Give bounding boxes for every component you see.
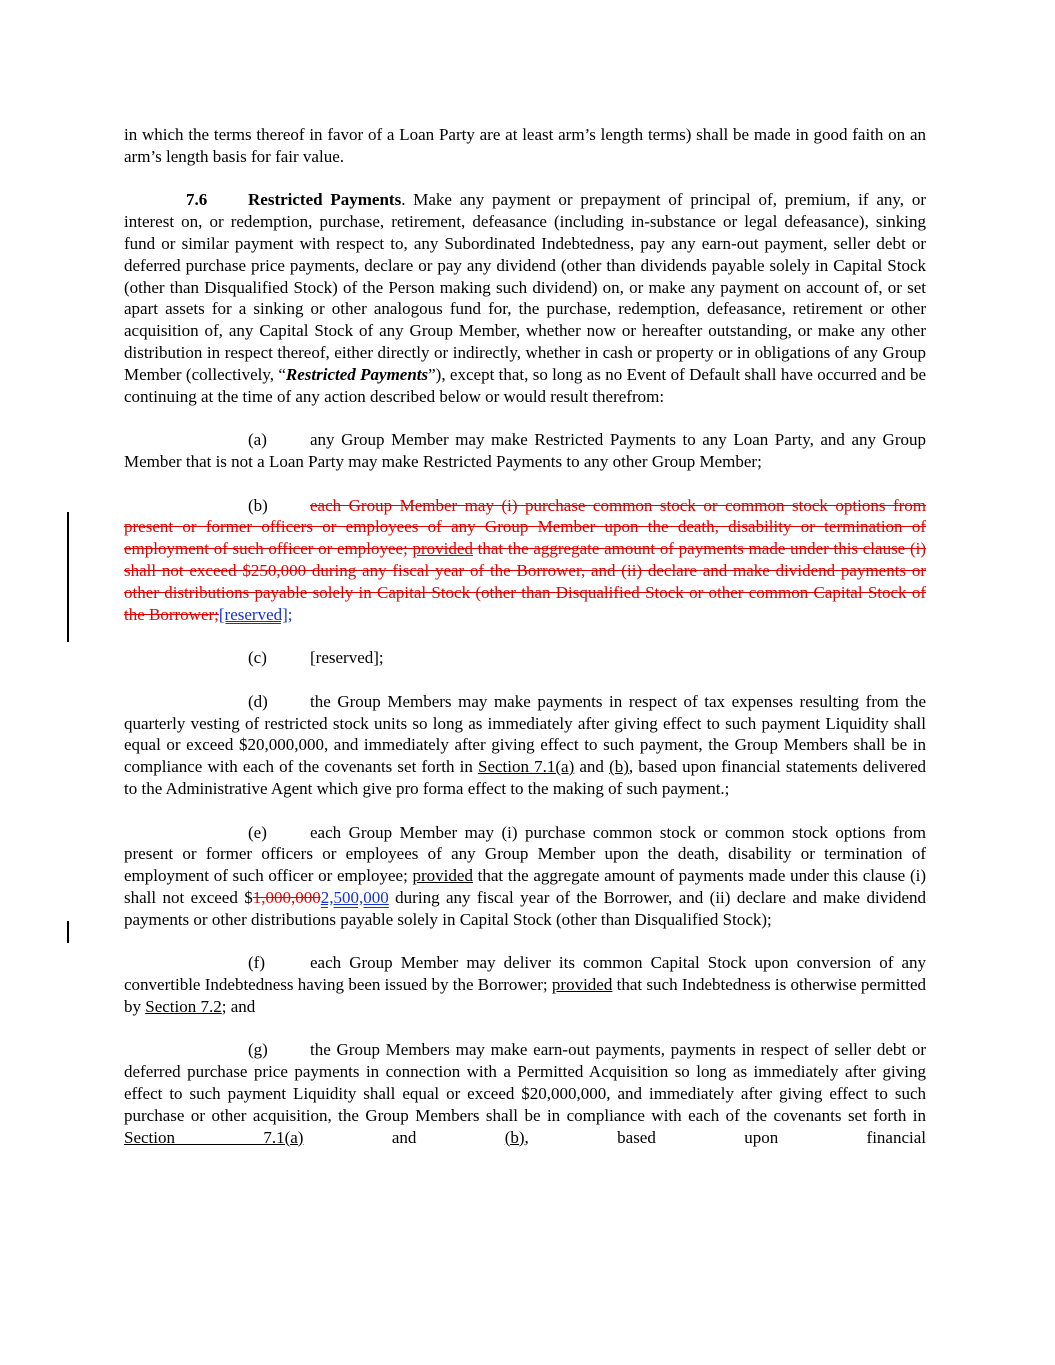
provided-term: provided: [412, 866, 473, 886]
deleted-text: provided: [412, 539, 473, 559]
section-reference: (b): [504, 1127, 525, 1147]
change-bar: [67, 921, 69, 943]
item-f: (f) each Group Member may deliver its common Capital Stock upon conversion of any convertible Indebtedness having been issued by the Borrower; provided that such Indebtedness is otherwise permitted by Section 7.2; and: [124, 953, 926, 1016]
intro-paragraph: in which the terms thereof in favor of a Loan Party are at least arm’s length terms) shall be made in good faith on an arm’s length basis for fair value.: [124, 125, 926, 166]
deleted-text: each Group Member may (i) purchase common stock or common stock options from present or former officers or employees of any Group Member upon the death, disability or termination of employment of such officer or employee;: [124, 495, 926, 559]
item-b: [124, 495, 926, 626]
section-7-6: 7.6 Restricted Payments. Make any payment or prepayment of principal of, premium, if any, or interest on, or redemption, purchase, retirement, defeasance (including in-substance or legal defeasance), sinking fund or similar payment with respect to, any Subordinated Indebtedness, pay any earn-out payment, seller debt or deferred purchase price payments, declare or pay any dividend (other than dividends payable solely in Capital Stock (other than Disqualified Stock) of the Person making such dividend) on, or make any payment on account of, or set apart assets for a sinking or other analogous fund for, the purchase, redemption, defeasance, retirement or other acquisition of, any Capital Stock of any Group Member, whether now or hereafter outstanding, or make any other distribution in respect thereof, either directly or indirectly, whether in cash or property or in obligations of any Group Member (collectively, “Restricted Payments”), except that, so long as no Event of Default shall have occurred and be continuing at the time of any action described below or would result therefrom:: [124, 190, 926, 406]
section-reference: (b): [609, 757, 629, 777]
item-label: (b): [248, 495, 268, 515]
item-c: (c) [reserved];: [248, 648, 384, 668]
item-g: (g) the Group Members may make earn-out payments, payments in respect of seller debt or deferred purchase price payments in connection with a Permitted Acquisition so long as immediately after giving effect to such payment Liquidity shall equal or exceed $20,000,000, and immediately after giving effect to such purchase or other acquisition, the Group Members shall be in compliance with each of the covenants set forth in Section 7.1(a) and (b), based upon financial: [124, 1040, 927, 1147]
item-label: (c): [248, 648, 267, 668]
deleted-text: that the aggregate amount of payments made under this clause (i) shall not exceed $250,000 during any fiscal year of the Borrower, and (ii) declare and make dividend payments or other distributions payable solely in Capital Stock (other than Disqualified Stock or other common Capital Stock of the Borrower;: [124, 539, 926, 624]
inserted-text: [reserved];: [218, 604, 293, 624]
deleted-amount: 1,000,000: [252, 887, 321, 907]
section-reference: Section 7.1(a): [477, 757, 575, 777]
item-a: (a) any Group Member may make Restricted Payments to any Loan Party, and any Group Member that is not a Loan Party may make Restricted Payments to any other Group Member;: [124, 430, 926, 471]
item-label: (g): [248, 1040, 268, 1060]
section-title: Restricted Payments: [248, 190, 402, 210]
item-label: (e): [248, 822, 267, 842]
section-number: 7.6: [186, 190, 208, 210]
document-page: [124, 124, 926, 1170]
item-e: (e) each Group Member may (i) purchase common stock or common stock options from present or former officers or employees of any Group Member upon the death, disability or termination of employment of such officer or employee; provided that the aggregate amount of payments made under this clause (i) shall not exceed $1,000,0002,500,000 during any fiscal year of the Borrower, and (ii) declare and make dividend payments or other distributions payable solely in Capital Stock (other than Disqualified Stock);: [124, 822, 927, 929]
item-d: (d) the Group Members may make payments in respect of tax expenses resulting from the quarterly vesting of restricted stock units so long as immediately after giving effect to such payment Liquidity shall equal or exceed $20,000,000, and immediately after giving effect to such payment, the Group Members shall be in compliance with each of the covenants set forth in Section 7.1(a) and (b), based upon financial statements delivered to the Administrative Agent which give pro forma effect to the making of such payment.;: [124, 691, 926, 798]
change-bar: [67, 512, 69, 642]
item-label: (d): [248, 691, 268, 711]
item-label: (f): [248, 953, 265, 973]
inserted-amount: 2,500,000: [320, 887, 389, 907]
section-reference: Section 7.1(a): [124, 1127, 304, 1147]
provided-term: provided: [551, 975, 613, 995]
defined-term: Restricted Payments: [285, 364, 429, 384]
section-reference: Section 7.2: [145, 996, 222, 1016]
item-label: (a): [248, 430, 267, 450]
